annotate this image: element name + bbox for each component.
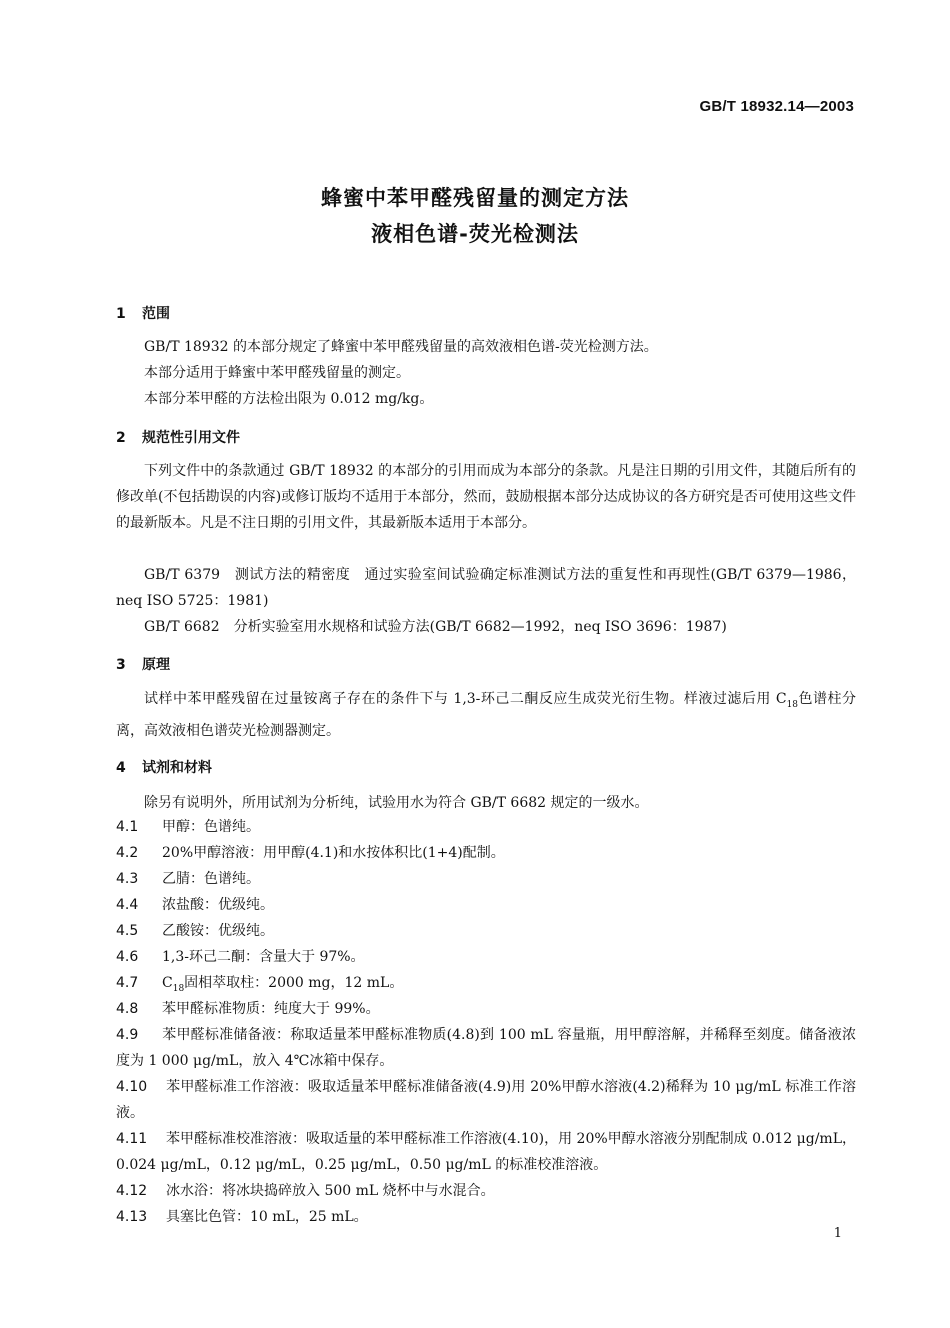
principle-text-b: 色谱柱分离，高效液相色谱荧光检测器测定。 [116, 691, 857, 739]
document-title-line2: 液相色谱-荧光检测法 [371, 222, 579, 246]
reagent-item [116, 1178, 856, 1204]
reagent-item [116, 814, 856, 840]
item-text: 乙腈：色谱纯。 [162, 871, 260, 887]
standard-code: GB/T 18932.14—2003 [699, 98, 854, 115]
item-text-a: C [162, 975, 173, 991]
item-number: 4.11 [116, 1131, 148, 1147]
section-number: 1 [116, 306, 126, 322]
reagent-item [116, 944, 856, 970]
item-text-b: 固相萃取柱：2000 mg，12 mL。 [184, 975, 404, 991]
item-text: 苯甲醛标准校准溶液：吸取适量的苯甲醛标准工作溶液(4.10)，用 20%甲醇水溶液分别配制成 0.012 μg/mL，0.024 μg/mL，0.12 μg/mL，0.25 μg/mL，0.50 μg/mL 的标准校准溶液。 [116, 1131, 856, 1173]
c18-subscript: 18 [172, 983, 185, 994]
reagent-item [116, 1126, 856, 1178]
item-text: 苯甲醛标准储备液：称取适量苯甲醛标准物质(4.8)到 100 mL 容量瓶，用甲醇溶解，并稀释至刻度。储备液浓度为 1 000 μg/mL，放入 4℃冰箱中保存。 [116, 1027, 856, 1069]
item-number: 4.7 [116, 975, 139, 991]
item-number: 4.3 [116, 871, 139, 887]
reagent-item [116, 1074, 856, 1126]
reagent-item [116, 866, 856, 892]
item-number: 4.1 [116, 819, 139, 835]
item-text: 冰水浴：将冰块捣碎放入 500 mL 烧杯中与水混合。 [166, 1183, 495, 1199]
section-1-heading [116, 303, 170, 323]
section-3-heading [116, 654, 170, 674]
item-number: 4.12 [116, 1183, 148, 1199]
section-number: 2 [116, 430, 126, 446]
reagent-item [116, 1204, 856, 1230]
reagent-item [116, 918, 856, 944]
scope-line-3: 本部分苯甲醛的方法检出限为 0.012 mg/kg。 [144, 391, 434, 407]
section-4-heading [116, 757, 212, 777]
reference-gbt-6379: GB/T 6379 测试方法的精密度 通过实验室间试验确定标准测试方法的重复性和再现性(GB/T 6379—1986，neq ISO 5725：1981) [116, 567, 856, 609]
scope-line-1: GB/T 18932 的本部分规定了蜂蜜中苯甲醛残留量的高效液相色谱-荧光检测方法。 [144, 339, 658, 355]
section-title: 范围 [142, 306, 170, 322]
scope-line-2: 本部分适用于蜂蜜中苯甲醛残留量的测定。 [144, 365, 410, 381]
reagent-item [116, 996, 856, 1022]
item-text: 乙酸铵：优级纯。 [162, 923, 274, 939]
reagent-item [116, 840, 856, 866]
section-number: 4 [116, 760, 126, 776]
document-title-line1: 蜂蜜中苯甲醛残留量的测定方法 [321, 186, 629, 210]
section-title: 原理 [142, 657, 170, 673]
item-text: 1,3-环己二酮：含量大于 97%。 [162, 949, 365, 965]
item-number: 4.6 [116, 949, 139, 965]
c18-subscript: 18 [786, 699, 799, 710]
item-text: 苯甲醛标准工作溶液：吸取适量苯甲醛标准储备液(4.9)用 20%甲醇水溶液(4.2)稀释为 10 μg/mL 标准工作溶液。 [116, 1079, 856, 1121]
item-number: 4.4 [116, 897, 139, 913]
principle-paragraph [116, 686, 856, 744]
item-number: 4.13 [116, 1209, 148, 1225]
principle-text-a: 试样中苯甲醛残留在过量铵离子存在的条件下与 1,3-环己二酮反应生成荧光衍生物。样液过滤后用 C [144, 691, 787, 707]
item-number: 4.10 [116, 1079, 148, 1095]
reagents-intro: 除另有说明外，所用试剂为分析纯，试验用水为符合 GB/T 6682 规定的一级水。 [144, 795, 649, 811]
section-title: 试剂和材料 [142, 760, 212, 776]
reagent-item [116, 892, 856, 918]
item-text: 浓盐酸：优级纯。 [162, 897, 274, 913]
item-number: 4.5 [116, 923, 139, 939]
reference-gbt-6682: GB/T 6682 分析实验室用水规格和试验方法(GB/T 6682—1992，neq ISO 3696：1987) [144, 619, 727, 635]
section-2-heading [116, 427, 240, 447]
item-text: 甲醇：色谱纯。 [162, 819, 260, 835]
item-number: 4.8 [116, 1001, 139, 1017]
reagent-item [116, 1022, 856, 1074]
item-number: 4.9 [116, 1027, 139, 1043]
page-number: 1 [833, 1226, 842, 1241]
section-number: 3 [116, 657, 126, 673]
item-text: 20%甲醇溶液：用甲醇(4.1)和水按体积比(1+4)配制。 [162, 845, 505, 861]
item-text: 具塞比色管：10 mL，25 mL。 [166, 1209, 368, 1225]
item-number: 4.2 [116, 845, 139, 861]
section-title: 规范性引用文件 [142, 430, 240, 446]
item-text: 苯甲醛标准物质：纯度大于 99%。 [162, 1001, 380, 1017]
normative-references-intro: 下列文件中的条款通过 GB/T 18932 的本部分的引用而成为本部分的条款。凡是注日期的引用文件，其随后所有的修改单(不包括勘误的内容)或修订版均不适用于本部分，然而，鼓励根据本部分达成协议的各方研究是否可使用这些文件的最新版本。凡是不注日期的引用文件，其最新版本适用于本部分。 [116, 463, 856, 531]
